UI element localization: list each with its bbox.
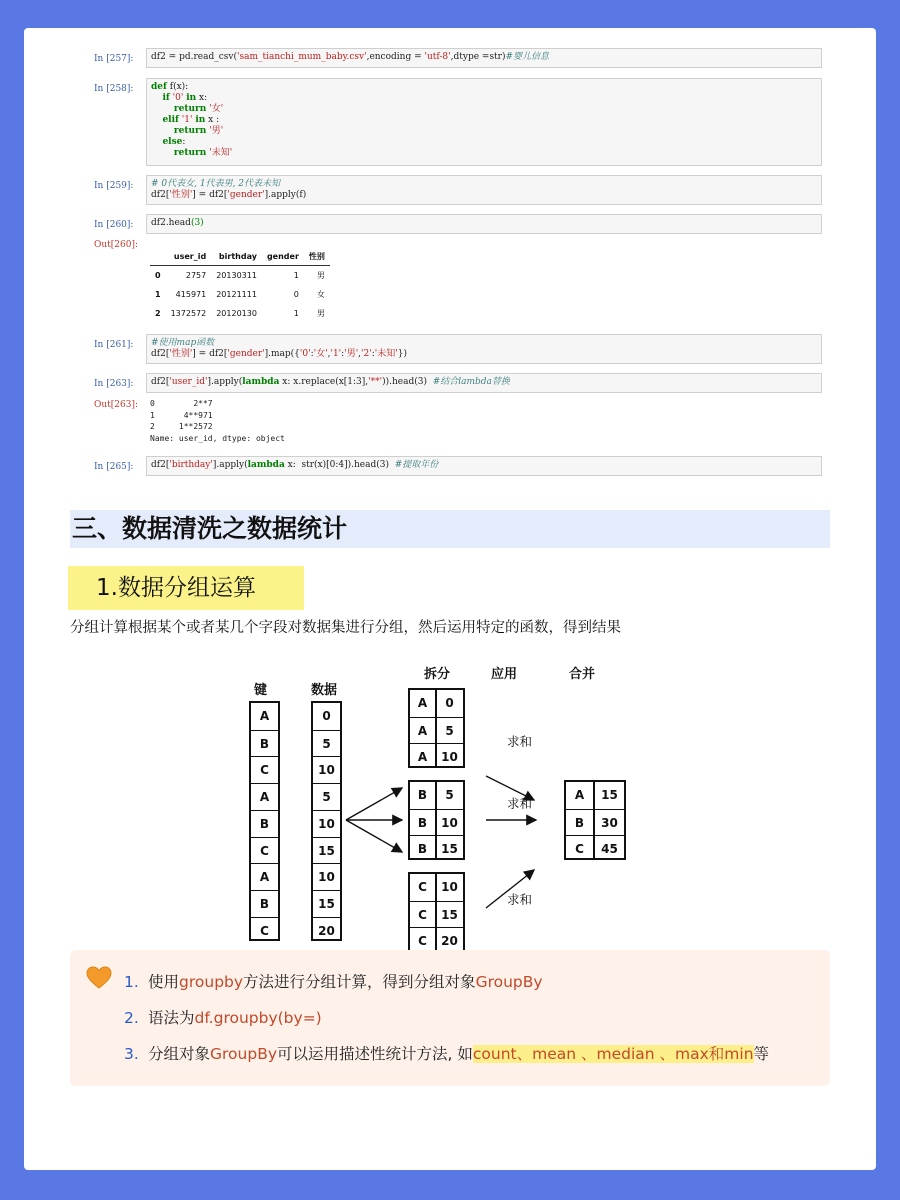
section-title: 三、数据清洗之数据统计 (70, 510, 830, 548)
note-item: 3. 分组对象GroupBy可以运用描述性统计方法, 如count、mean 、median 、max和min等 (124, 1045, 770, 1063)
cell-prompt: In [260]: (94, 220, 134, 230)
code-input[interactable]: df2.head(3) (146, 214, 822, 234)
note-item: 2. 语法为df.groupby(by=) (124, 1009, 322, 1027)
group-value-cell: 5 (436, 717, 463, 744)
group-value-cell: 10 (441, 880, 458, 894)
group-key-cell: A (410, 717, 435, 744)
data-header: 数据 (311, 683, 338, 698)
apply-label-b: 求和 (507, 796, 533, 811)
data-cell: 10 (313, 756, 340, 783)
notebook-screenshot (24, 28, 876, 488)
group-value-cell: 0 (445, 696, 454, 710)
key-cell: A (259, 709, 270, 723)
code-input[interactable]: df2 = pd.read_csv('sam_tianchi_mum_baby.csv',encoding = 'utf-8',dtype =str)#婴儿信息 (146, 48, 822, 68)
sub-title: 1.数据分组运算 (68, 566, 304, 610)
code-input[interactable]: df2['user_id'].apply(lambda x: x.replace(x[1:3],'**')).head(3) #结合lambda替换 (146, 373, 822, 393)
code-input[interactable]: def f(x): if '0' in x: return '女' elif '1' in x : return '男' else: return '未知' (146, 78, 822, 166)
cell-prompt: In [258]: (94, 84, 134, 94)
group-value-cell: 15 (436, 835, 463, 862)
cell-prompt: In [265]: (94, 462, 134, 472)
group-key-cell: C (418, 880, 427, 894)
column-header (150, 248, 166, 266)
groupby-diagram (224, 658, 664, 949)
key-cell: A (251, 783, 278, 810)
apply-label-c: 求和 (507, 892, 533, 907)
key-cell: B (251, 730, 278, 757)
apply-label-a: 求和 (507, 734, 533, 749)
key-cell: C (251, 756, 278, 783)
group-value-cell: 10 (436, 809, 463, 836)
data-cell: 20 (313, 917, 340, 944)
table-header-row (150, 248, 330, 266)
split-arrow-c (346, 820, 402, 852)
group-key-cell: B (417, 788, 428, 802)
data-cell: 15 (313, 890, 340, 917)
key-cell: C (251, 917, 278, 944)
apply-header: 应用 (491, 667, 518, 682)
note-item: 1. 使用groupby方法进行分组计算，得到分组对象GroupBy (124, 973, 543, 991)
column-header: gender (262, 248, 304, 266)
code-input[interactable]: df2['birthday'].apply(lambda x: str(x)[0:4]).head(3) #提取年份 (146, 456, 822, 476)
column-header: user_id (166, 248, 212, 266)
data-cell: 15 (313, 837, 340, 864)
group-key-cell: B (410, 835, 435, 862)
cell-prompt: Out[260]: (94, 240, 139, 250)
cell-prompt: In [259]: (94, 181, 134, 191)
series-output: 0 2**7 1 4**971 2 1**2572 Name: user_id, dtype: object (150, 399, 285, 443)
group-value-cell: 5 (445, 788, 454, 802)
notes-box (70, 950, 830, 1086)
page-card (24, 28, 876, 1170)
result-key-cell: C (566, 835, 593, 862)
split-arrow-a (346, 788, 402, 820)
result-key-cell: A (574, 788, 585, 802)
group-key-cell: A (417, 696, 428, 710)
group-value-cell: 10 (436, 743, 463, 770)
column-header: 性别 (304, 248, 330, 266)
group-value-cell: 20 (436, 927, 463, 954)
result-value-cell: 45 (595, 835, 624, 862)
diagram-lines (224, 658, 664, 934)
group-key-cell: A (410, 743, 435, 770)
cell-prompt: In [257]: (94, 54, 134, 64)
group-key-cell: B (410, 809, 435, 836)
key-header: 键 (254, 683, 268, 698)
dataframe-table (150, 248, 330, 323)
key-cell: A (251, 863, 278, 890)
key-cell: B (251, 810, 278, 837)
result-key-cell: B (566, 809, 593, 836)
key-cell: C (251, 837, 278, 864)
combine-header: 合并 (569, 667, 596, 682)
cell-prompt: Out[263]: (94, 400, 139, 410)
data-cell: 10 (313, 810, 340, 837)
group-key-cell: C (410, 927, 435, 954)
table-row: 1 415971 20121111 0 女 (155, 290, 325, 299)
result-value-cell: 15 (601, 788, 618, 802)
description: 分组计算根据某个或者某几个字段对数据集进行分组，然后运用特定的函数，得到结果 (70, 620, 621, 636)
code-input[interactable]: #使用map函数 df2['性别'] = df2['gender'].map({'0':'女','1':'男','2':'未知'}) (146, 334, 822, 364)
column-header: birthday (211, 248, 262, 266)
cell-prompt: In [261]: (94, 340, 134, 350)
split-header: 拆分 (424, 667, 451, 682)
group-key-cell: C (410, 901, 435, 928)
orange-heart-icon (86, 966, 112, 990)
data-cell: 5 (313, 730, 340, 757)
table-row: 2 1372572 20120130 1 男 (155, 309, 325, 318)
result-value-cell: 30 (595, 809, 624, 836)
table-row: 0 2757 20130311 1 男 (155, 271, 325, 280)
key-cell: B (251, 890, 278, 917)
cell-prompt: In [263]: (94, 379, 134, 389)
data-cell: 10 (313, 863, 340, 890)
group-value-cell: 15 (436, 901, 463, 928)
data-cell: 5 (313, 783, 340, 810)
code-input[interactable]: # 0代表女, 1代表男, 2代表未知 df2['性别'] = df2['gender'].apply(f) (146, 175, 822, 205)
data-cell: 0 (322, 709, 331, 723)
